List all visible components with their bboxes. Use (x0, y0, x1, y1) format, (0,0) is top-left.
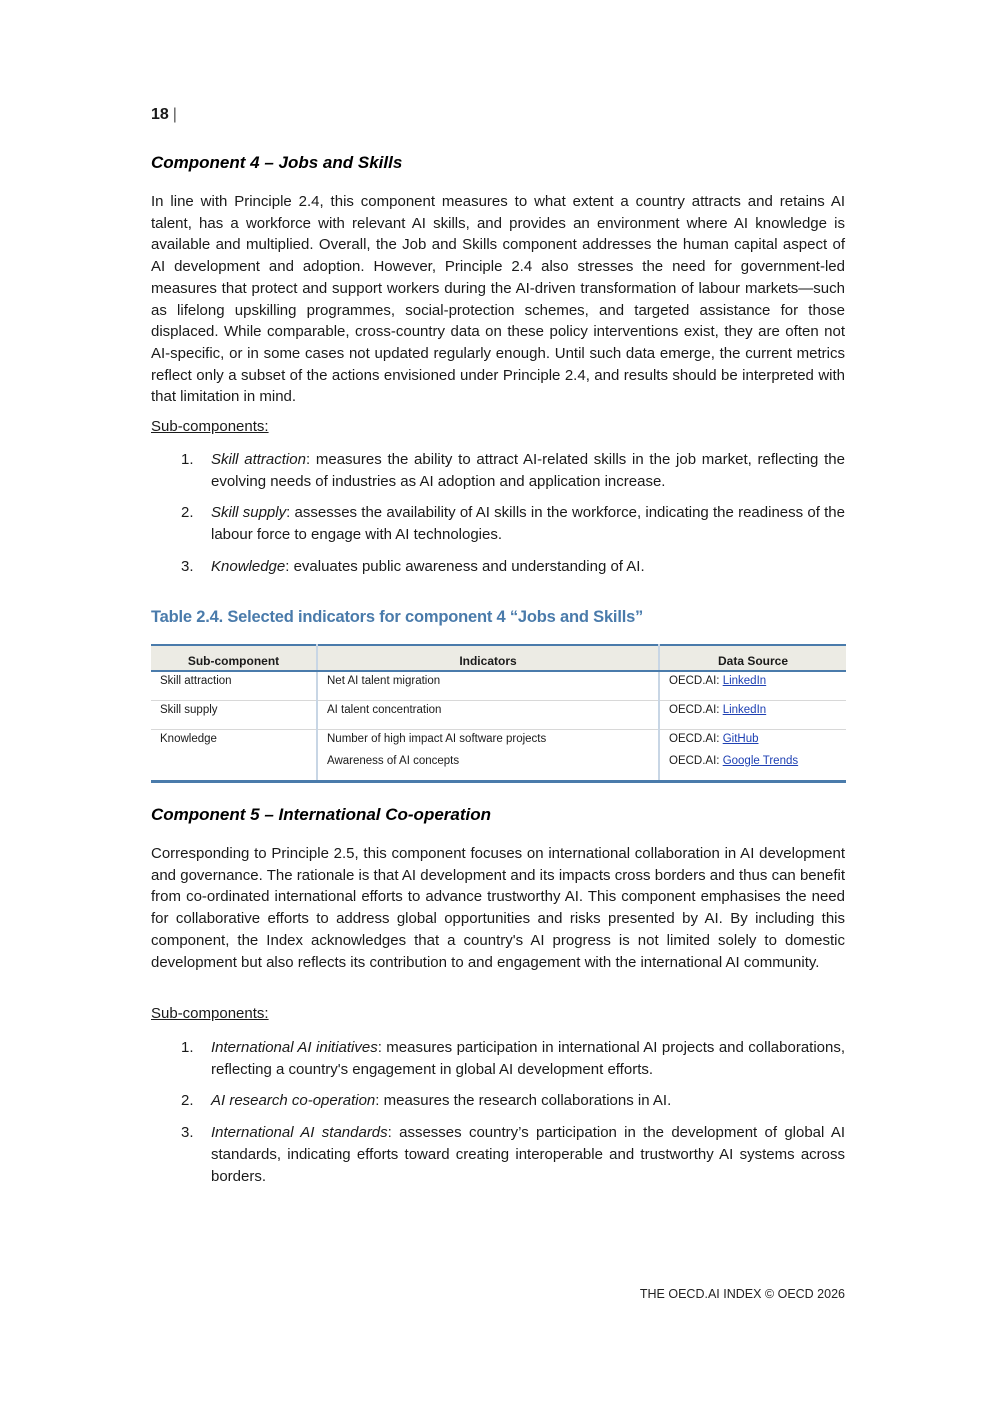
header-subcomponent: Sub-component (151, 645, 317, 671)
component4-heading: Component 4 – Jobs and Skills (151, 153, 403, 172)
indicators-table (151, 644, 846, 783)
cell-source: OECD.AI: LinkedIn (659, 701, 846, 730)
linkedin-link[interactable]: LinkedIn (722, 704, 767, 716)
google-trends-link[interactable]: Google Trends (722, 755, 799, 767)
cell-source: OECD.AI: LinkedIn (659, 671, 846, 701)
cell-indicator: Net AI talent migration (317, 671, 659, 701)
list-item: 2. Skill supply: assesses the availability of AI skills in the workforce, indicating the readiness of the labour force to engage with AI technologies. (181, 504, 845, 544)
list-item: 3. Knowledge: evaluates public awareness and understanding of AI. (181, 557, 645, 575)
list-item: 1. Skill attraction: measures the ability to attract AI-related skills in the job market, reflecting the evolving needs of industries as AI adoption and application increase. (181, 451, 845, 490)
cell-indicator: AI talent concentration (317, 701, 659, 730)
cell-subcomponent: Skill attraction (151, 671, 317, 701)
component5-subcomponents-label: Sub-components: (151, 1005, 269, 1022)
page-number-separator: | (172, 106, 177, 123)
header-indicators: Indicators (317, 645, 659, 671)
table-row (151, 671, 846, 701)
header-data-source: Data Source (659, 645, 846, 671)
github-link[interactable]: GitHub (722, 733, 759, 745)
cell-subcomponent: Knowledge (151, 730, 317, 782)
list-item: 3. International AI standards: assesses country’s participation in the development of global AI standards, indicating efforts toward creating interoperable and trustworthy AI systems across borders. (181, 1124, 845, 1185)
cell-subcomponent: Skill supply (151, 701, 317, 730)
component4-subcomponent-list (151, 449, 845, 578)
page-number (151, 106, 177, 124)
component5-heading: Component 5 – International Co-operation (151, 805, 492, 824)
table-row (151, 701, 846, 730)
cell-indicator: Number of high impact AI software projects Awareness of AI concepts (317, 730, 659, 782)
cell-source: OECD.AI: GitHub OECD.AI: Google Trends (669, 733, 799, 767)
page-footer: THE OECD.AI INDEX © OECD 2026 (639, 1287, 845, 1301)
component5-subcomponent-list (151, 1037, 845, 1187)
table-title: Table 2.4. Selected indicators for component 4 “Jobs and Skills” (151, 608, 644, 626)
page-number-value: 18 (151, 106, 169, 123)
list-item: 1. International AI initiatives: measures participation in international AI projects and collaborations, reflecting a country's engagement in global AI development efforts. (181, 1039, 846, 1078)
table-header-row (151, 645, 846, 671)
list-item: 2. AI research co-operation: measures the research collaborations in AI. (181, 1092, 672, 1110)
table-row (151, 730, 846, 782)
component5-paragraph: Corresponding to Principle 2.5, this component focuses on international collaboration in AI development and governance. The rationale is that AI development and its impacts cross borders and thus can benefit from co-ordinated international efforts to advance trustworthy AI. This component emphasises the need for collaborative efforts to address global opportunities and risks presented by AI. By including this component, the Index acknowledges that a country's AI progress is not limited solely to domestic development but also reflects its contribution to and engagement with the international AI community. (151, 845, 845, 971)
linkedin-link[interactable]: LinkedIn (722, 675, 767, 687)
component4-subcomponents-label: Sub-components: (151, 418, 269, 435)
component4-paragraph: In line with Principle 2.4, this component measures to what extent a country attracts and retains AI talent, has a workforce with relevant AI skills, and provides an environment where AI knowledge is available and multiplied. Overall, the Job and Skills component addresses the human capital aspect of AI development and adoption. However, Principle 2.4 also stresses the need for government-led measures that protect and support workers during the AI-driven transformation of labour markets—such as lifelong upskilling programmes, social-protection schemes, and targeted assistance for those displaced. While comparable, cross-country data on these policy interventions exist, they are often not AI-specific, or in some cases not updated regularly enough. Until such data emerge, the current metrics reflect only a subset of the actions envisioned under Principle 2.4, and results should be interpreted with that limitation in mind. (151, 193, 845, 406)
